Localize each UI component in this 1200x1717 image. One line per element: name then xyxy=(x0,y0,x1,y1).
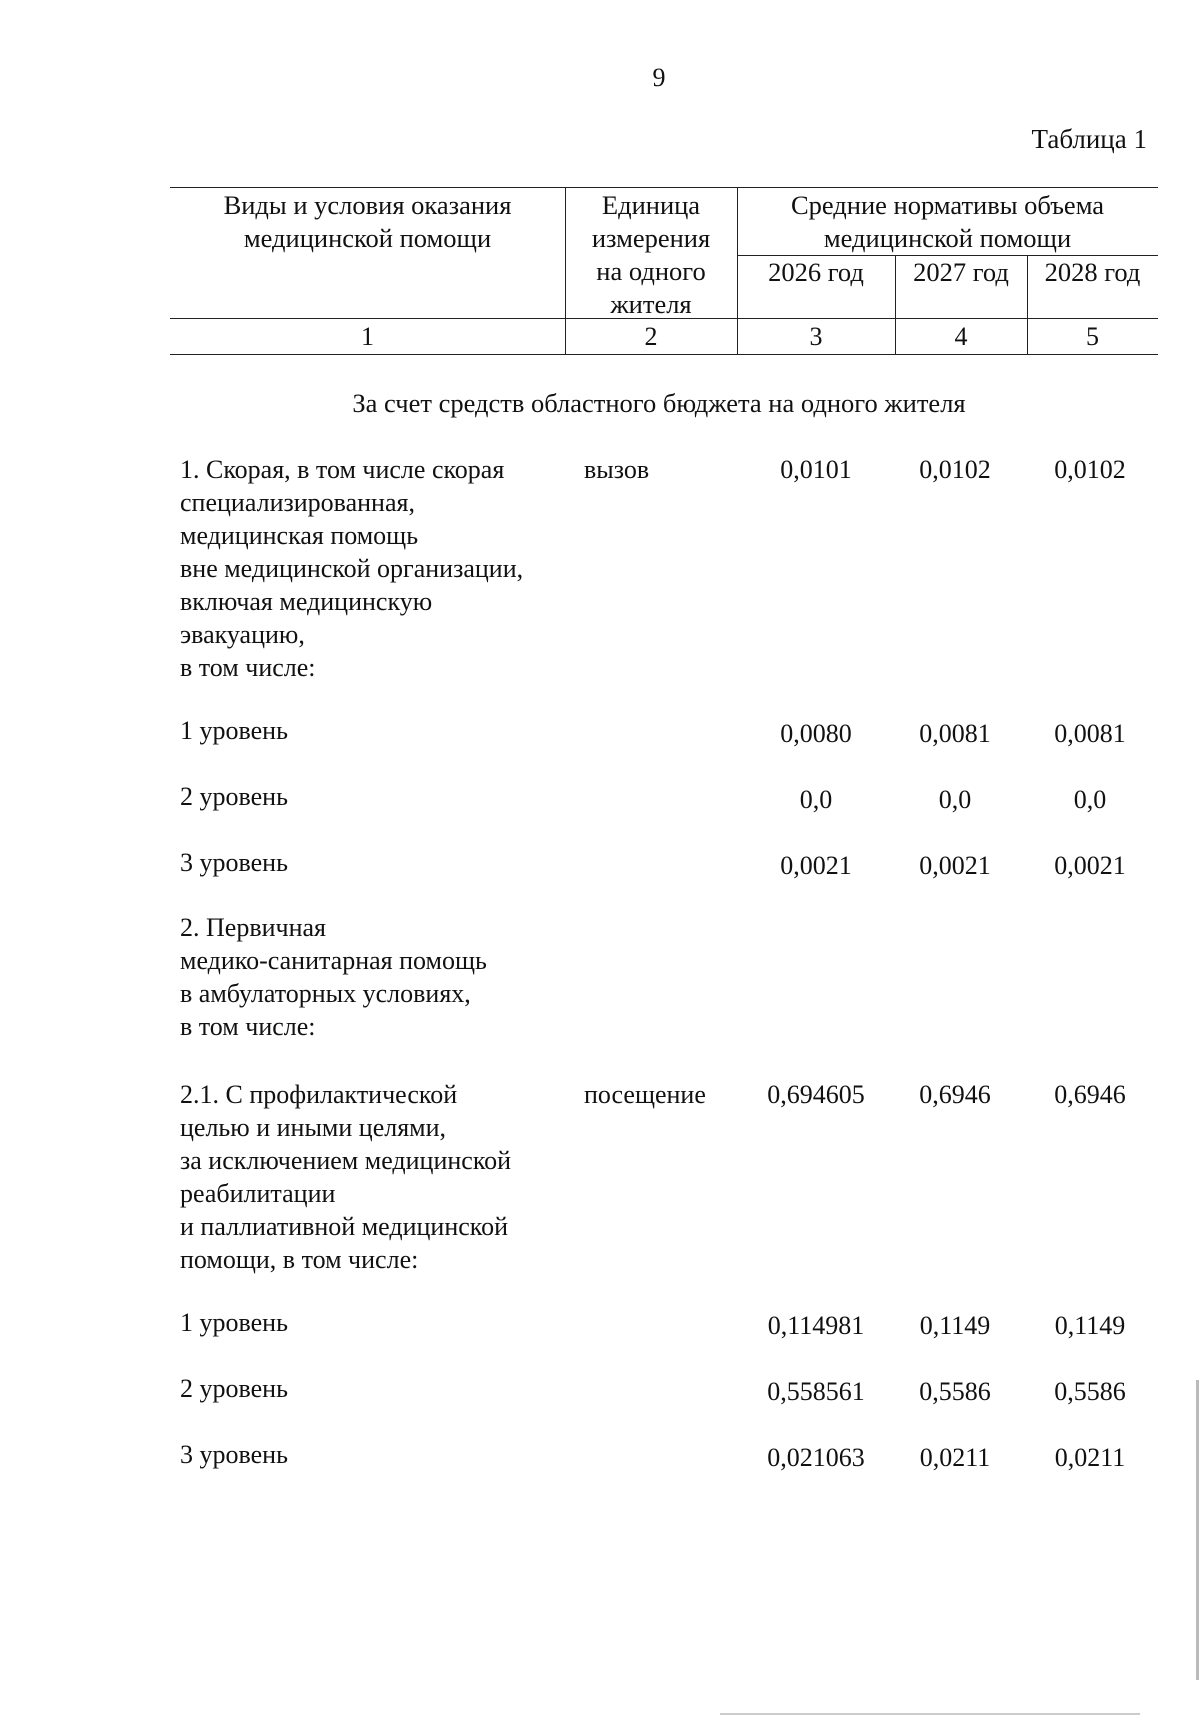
row-value-2027: 0,0021 xyxy=(919,851,991,880)
row-value-2026: 0,0 xyxy=(799,785,833,814)
row-value-2027: 0,6946 xyxy=(919,1080,991,1109)
row-value-2028: 0,0102 xyxy=(1054,455,1126,484)
row-value-2027: 0,1149 xyxy=(919,1311,991,1340)
header-year-2027: 2027 год xyxy=(913,257,1009,287)
row-value-2027: 0,0102 xyxy=(919,455,991,484)
scan-edge-artifact xyxy=(1196,1380,1199,1680)
column-number-4: 4 xyxy=(954,322,968,351)
row-label: 1 уровень xyxy=(180,1308,288,1337)
scan-bottom-artifact xyxy=(720,1713,1140,1715)
header-top-rule xyxy=(170,187,1158,188)
table-caption: Таблица 1 xyxy=(1031,124,1147,154)
row-unit: посещение xyxy=(584,1080,706,1109)
row-value-2026: 0,021063 xyxy=(767,1443,865,1472)
header-year-2028: 2028 год xyxy=(1044,257,1141,287)
column-numbers-rule xyxy=(170,354,1158,355)
header-year-2026: 2026 год xyxy=(768,257,864,287)
row-label: 1 уровень xyxy=(180,716,288,745)
row-value-2028: 0,0211 xyxy=(1054,1443,1126,1472)
header-unit: Единица измерения на одного жителя xyxy=(591,190,711,319)
section-title: За счет средств областного бюджета на одного жителя xyxy=(352,388,966,418)
row-value-2028: 0,5586 xyxy=(1054,1377,1126,1406)
row-value-2026: 0,0021 xyxy=(780,851,852,880)
row-value-2027: 0,0081 xyxy=(919,719,991,748)
row-value-2026: 0,114981 xyxy=(767,1311,865,1340)
header-types-conditions: Виды и условия оказания медицинской помощи xyxy=(223,190,512,253)
row-label: 3 уровень xyxy=(180,848,288,877)
column-number-2: 2 xyxy=(644,322,658,351)
row-label: 2 уровень xyxy=(180,1374,288,1403)
row-value-2028: 0,0081 xyxy=(1054,719,1126,748)
row-label: 3 уровень xyxy=(180,1440,288,1469)
header-avg-norms: Средние нормативы объема медицинской помощи xyxy=(790,190,1105,253)
row-value-2027: 0,0211 xyxy=(919,1443,991,1472)
row-value-2028: 0,0 xyxy=(1073,785,1107,814)
row-label: 2 уровень xyxy=(180,782,288,811)
row-label: 1. Скорая, в том числе скорая специализированная, медицинская помощь вне медицинской организации, включая медицинскую эвакуацию, в том числе: xyxy=(180,455,524,682)
column-number-5: 5 xyxy=(1086,322,1099,351)
row-value-2027: 0,0 xyxy=(938,785,972,814)
column-number-3: 3 xyxy=(809,322,823,351)
row-value-2028: 0,1149 xyxy=(1054,1311,1126,1340)
row-label: 2.1. С профилактической целью и иными целями, за исключением медицинской реабилитации и паллиативной медицинской помощи, в том числе: xyxy=(180,1080,512,1274)
row-value-2026: 0,558561 xyxy=(767,1377,865,1406)
row-value-2028: 0,0021 xyxy=(1054,851,1126,880)
column-number-1: 1 xyxy=(361,322,374,351)
row-value-2028: 0,6946 xyxy=(1054,1080,1126,1109)
row-value-2026: 0,0101 xyxy=(780,455,852,484)
row-value-2027: 0,5586 xyxy=(919,1377,991,1406)
row-unit: вызов xyxy=(584,455,650,484)
row-label: 2. Первичная медико-санитарная помощь в амбулаторных условиях, в том числе: xyxy=(180,913,487,1041)
row-value-2026: 0,694605 xyxy=(767,1080,865,1109)
row-value-2026: 0,0080 xyxy=(780,719,852,748)
page-number: 9 xyxy=(652,63,666,92)
